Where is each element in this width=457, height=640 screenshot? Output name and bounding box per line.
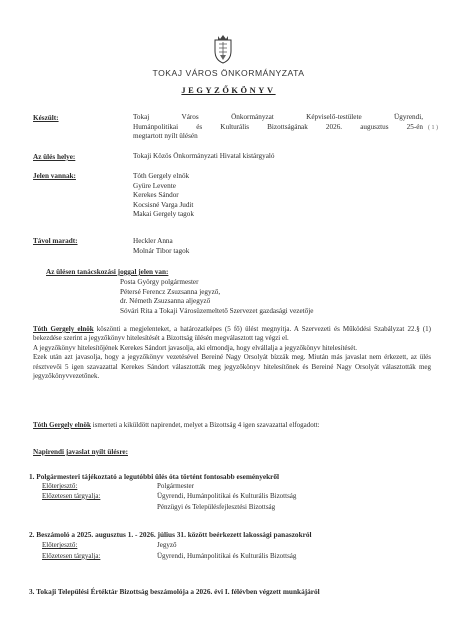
paragraph-text: ismerteti a kiküldött napirendet, melyet a Bizottság 4 igen szavazattal elfogadott: xyxy=(90,421,320,429)
pre-discussion-label: Előzetesen tárgyalja: xyxy=(42,492,101,500)
pre-discussion-value: Pénzügyi és Településfejlesztési Bizottság xyxy=(157,503,276,511)
paragraph xyxy=(33,325,431,344)
attendee: Kerekes Sándor xyxy=(133,191,179,200)
tanacskozasi-values xyxy=(120,278,313,316)
advisor: Sóvári Rita a Tokaji Városüzemeltető Szervezet gazdasági vezetője xyxy=(120,306,314,315)
keszult-line: megtartott nyílt ülésén xyxy=(133,132,198,141)
agenda-intro xyxy=(33,421,431,430)
paragraph xyxy=(33,421,431,430)
attendee: Makai Gergely tagok xyxy=(133,210,194,219)
jelen-values xyxy=(133,172,194,220)
tavol-label: Távol maradt: xyxy=(33,237,78,245)
paragraph-text: köszönti a megjelenteket, a határozatképes (5 fő) ülést megnyitja. A Szervezeti és Működési Szabályzat 22.§ (1) bekezdése szerint a jegyzőkönyv hitelesítését a Bizottság ülésén megválasztott tag végzi el. xyxy=(33,325,431,343)
helye-label: Az ülés helye: xyxy=(33,153,76,161)
agenda-item-title: 1. Polgármesteri tájékoztató a legutóbbi ülés óta történt fontosabb eseményekről xyxy=(29,472,280,481)
absentee: Molnár Tibor tagok xyxy=(133,246,190,255)
pre-discussion-value: Ügyrendi, Humánpolitikai és Kulturális Bizottság xyxy=(157,552,297,560)
attendee: Gyüre Levente xyxy=(133,181,176,190)
tanacskozasi-label: Az ülésen tanácskozási joggal jelen van: xyxy=(46,268,169,276)
pre-discussion-label: Előzetesen tárgyalja: xyxy=(42,552,101,560)
helye-value: Tokaji Közös Önkormányzati Hivatal kistárgyaló xyxy=(133,152,275,160)
paragraph: Ezek után azt javasolja, hogy a jegyzőkönyv vezetésével Bereiné Nagy Orsolyát bízzák meg. Miután más javaslat nem érkezett, az ülés résztvevői 5 igen szavazattal Kerekes Sándort választották meg jegyzőkönyv hitelesítőnek és Bereiné Nagy Orsolyát választották meg jegyzőkönyvvezetőnek. xyxy=(33,353,431,381)
keszult-value xyxy=(133,113,423,142)
presenter-value: Polgármester xyxy=(157,482,194,490)
absentee: Heckler Anna xyxy=(133,237,173,245)
jelen-label: Jelen vannak: xyxy=(33,172,76,180)
agenda-item-title: 3. Tokaji Települési Értéktár Bizottság beszámolója a 2026. évi I. félévben végzett munkájáról xyxy=(29,587,320,596)
agenda-item-details xyxy=(42,482,432,522)
keszult-line: Humánpolitikai és Kulturális Bizottságának 2026. augusztus 25-én xyxy=(133,122,423,131)
pre-discussion-value: Ügyrendi, Humánpolitikai és Kulturális Bizottság xyxy=(157,492,297,500)
attendee: Kocsisné Varga Judit xyxy=(133,200,194,209)
advisor: Posta György polgármester xyxy=(120,278,199,286)
advisor: Pétersé Ferencz Zsuzsanna jegyző, xyxy=(120,287,221,296)
keszult-label: Készült: xyxy=(33,114,59,122)
advisor: dr. Németh Zsuzsanna aljegyző xyxy=(120,297,211,306)
attendee: Tóth Gergely elnök xyxy=(133,172,190,180)
agenda-heading: Napirendi javaslat nyílt ülésre: xyxy=(33,448,128,456)
agenda-item-title: 2. Beszámoló a 2025. augusztus 1. - 2026. július 31. között beérkezett lakossági panaszokról xyxy=(29,530,312,539)
presenter-label: Előterjesztő: xyxy=(42,541,78,549)
tavol-values xyxy=(133,237,189,256)
agenda-item-details xyxy=(42,541,432,571)
presenter-label: Előterjesztő: xyxy=(42,482,78,490)
coat-of-arms-icon xyxy=(212,34,234,64)
chair-name: Tóth Gergely elnök xyxy=(33,421,91,429)
opening-text xyxy=(33,325,431,381)
keszult-line: Tokaj Város Önkormányzat Képviselő-testülete Ügyrendi, xyxy=(133,113,423,121)
organization-name: TOKAJ VÁROS ÖNKORMÁNYZATA xyxy=(152,68,305,78)
paragraph: A jegyzőkönyv hitelesítőjének Kerekes Sándort javasolja, aki elmondja, hogy elvállalja a jegyzőkönyv hitelesítését. xyxy=(33,343,358,352)
margin-mark: ( 1 ) xyxy=(428,125,438,131)
presenter-value: Jegyző xyxy=(157,541,177,549)
chair-name: Tóth Gergely elnök xyxy=(33,325,94,333)
document-title: JEGYZŐKÖNYV xyxy=(181,86,276,95)
